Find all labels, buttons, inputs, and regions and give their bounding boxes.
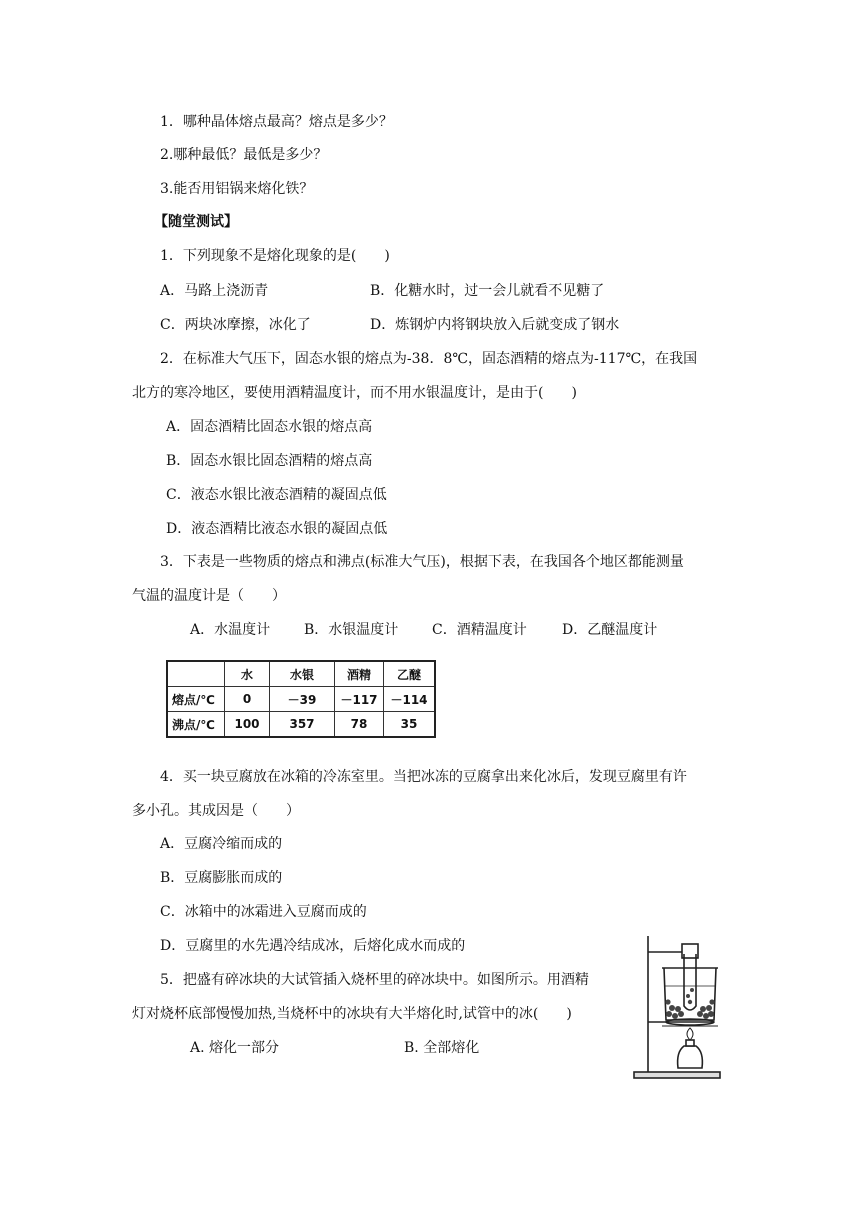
- q5-stem-line2: 灯对烧杯底部慢慢加热,当烧杯中的冰块有大半熔化时,试管中的冰( ): [132, 1006, 572, 1022]
- table-header-cell: [167, 661, 225, 687]
- table-header-cell: 酒精: [335, 661, 384, 687]
- q2-option-a: A．固态酒精比固态水银的熔点高: [166, 419, 373, 435]
- q4-stem-line2: 多小孔。其成因是（ ）: [132, 803, 300, 819]
- q2-option-c: C．液态水银比液态酒精的凝固点低: [166, 487, 387, 503]
- q4-stem-line1: 4．买一块豆腐放在冰箱的冷冻室里。当把冰冻的豆腐拿出来化冰后，发现豆腐里有许: [160, 769, 687, 785]
- apparatus-figure: [632, 934, 724, 1080]
- q2-stem-line1: 2．在标准大气压下，固态水银的熔点为-38．8℃，固态酒精的熔点为-117℃，在我国: [160, 351, 698, 367]
- q3-option-a: A．水温度计: [190, 622, 271, 638]
- table-row-header: 熔点/℃: [167, 687, 225, 712]
- table-cell: 100: [225, 712, 270, 738]
- table-row: [167, 712, 435, 738]
- table-row-header: 沸点/℃: [167, 712, 225, 738]
- melting-boiling-table: [166, 660, 436, 738]
- review-question-2: 2.哪种最低？最低是多少？: [160, 147, 328, 163]
- table-header-cell: 水: [225, 661, 270, 687]
- q5-option-b: B. 全部熔化: [404, 1040, 480, 1056]
- q2-stem-line2: 北方的寒冷地区，要使用酒精温度计，而不用水银温度计，是由于( ): [132, 385, 577, 401]
- section-title: 【随堂测试】: [154, 214, 238, 230]
- q1-option-c: C．两块冰摩擦，冰化了: [160, 317, 311, 333]
- q5-option-a: A. 熔化一部分: [190, 1040, 280, 1056]
- table-cell: 35: [384, 712, 436, 738]
- q4-option-b: B．豆腐膨胀而成的: [160, 870, 283, 886]
- q1-option-a: A．马路上浇沥青: [160, 283, 269, 299]
- q4-option-c: C．冰箱中的冰霜进入豆腐而成的: [160, 904, 367, 920]
- q3-option-d: D．乙醚温度计: [562, 622, 658, 638]
- q3-option-c: C．酒精温度计: [432, 622, 527, 638]
- q5-stem-line1: 5．把盛有碎冰块的大试管插入烧杯里的碎冰块中。如图所示。用酒精: [160, 972, 589, 988]
- q2-option-b: B．固态水银比固态酒精的熔点高: [166, 453, 373, 469]
- q3-option-b: B．水银温度计: [304, 622, 399, 638]
- q3-stem-line1: 3．下表是一些物质的熔点和沸点(标准大气压)，根据下表，在我国各个地区都能测量: [160, 554, 684, 570]
- q4-option-a: A．豆腐冷缩而成的: [160, 836, 283, 852]
- q1-option-b: B．化糖水时，过一会儿就看不见糖了: [370, 283, 605, 299]
- table-cell: －114: [384, 687, 436, 712]
- table-cell: －39: [270, 687, 335, 712]
- table-header-cell: 水银: [270, 661, 335, 687]
- table-cell: －117: [335, 687, 384, 712]
- review-question-1: 1．哪种晶体熔点最高？熔点是多少？: [160, 114, 393, 130]
- table-row: [167, 687, 435, 712]
- table-cell: 357: [270, 712, 335, 738]
- q4-option-d: D．豆腐里的水先遇冷结成冰，后熔化成水而成的: [160, 938, 466, 954]
- table-header-cell: 乙醚: [384, 661, 436, 687]
- table-cell: 78: [335, 712, 384, 738]
- table-header-row: [167, 661, 435, 687]
- q2-option-d: D．液态酒精比液态水银的凝固点低: [166, 521, 388, 537]
- table-cell: 0: [225, 687, 270, 712]
- q1-option-d: D．炼钢炉内将钢块放入后就变成了钢水: [370, 317, 620, 333]
- q1-stem: 1．下列现象不是熔化现象的是( ): [160, 248, 390, 264]
- q3-stem-line2: 气温的温度计是（ ）: [132, 588, 286, 604]
- review-question-3: 3.能否用铝锅来熔化铁？: [160, 181, 314, 197]
